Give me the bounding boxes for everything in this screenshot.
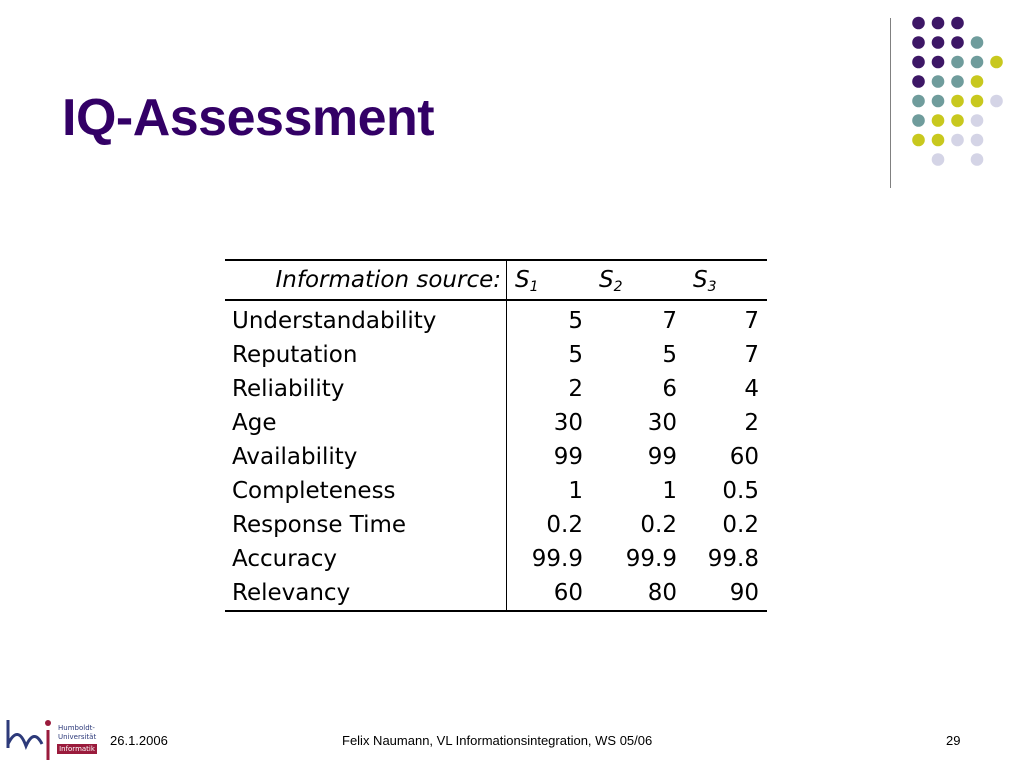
row-label: Understandability [232,308,437,334]
decorative-dot [971,114,984,127]
decorative-dot [951,114,964,127]
table-row [225,406,767,440]
decorative-dot [932,75,945,88]
cell-s2: 80 [647,580,677,606]
cell-s1: 60 [507,576,592,611]
cell-s1: 1 [507,474,592,508]
footer-author-course: Felix Naumann, VL Informationsintegration, WS 05/06 [342,733,653,748]
header-source-s1: $S_1$ [507,260,592,300]
decorative-dot [932,56,945,69]
cell-s3: 60 [729,444,759,470]
table-row [225,440,767,474]
cell-s3: 0.5 [722,478,759,504]
decorative-dot [932,153,945,166]
table-row [225,338,767,372]
cell-s1: 2 [507,372,592,406]
decorative-dot [951,36,964,49]
logo-text-line2: Universität [58,733,97,741]
decorative-dot [951,56,964,69]
table-row [225,372,767,406]
row-label: Reputation [232,342,358,368]
header-information-source: Information source: [225,260,507,300]
decorative-dot [951,17,964,30]
slide-title: IQ-Assessment [62,89,435,147]
row-label: Availability [232,444,358,470]
cell-s3: 90 [729,580,759,606]
cell-s2: 7 [662,308,677,334]
row-label: Accuracy [232,546,338,572]
cell-s1: 5 [507,300,592,338]
decorative-dot [951,95,964,108]
decorative-dot [932,114,945,127]
footer-date: 26.1.2006 [110,733,168,748]
logo-badge: Informatik [57,744,97,754]
decorative-dot [912,36,925,49]
table-header-row [225,260,767,300]
cell-s2: 99 [647,444,677,470]
hu-logo-mark-icon [4,714,56,762]
decorative-dot [932,36,945,49]
university-logo [4,714,100,762]
decorative-dot [912,134,925,147]
decorative-dot [990,95,1003,108]
iq-assessment-table [225,259,767,612]
decorative-dot [932,17,945,30]
table-row [225,508,767,542]
decorative-dot [912,17,925,30]
cell-s1: 99 [507,440,592,474]
row-label: Response Time [232,512,407,538]
decorative-dot [951,134,964,147]
decorative-dot [971,95,984,108]
decorative-dot [971,36,984,49]
cell-s3: 0.2 [722,512,759,538]
cell-s2: 99.9 [625,546,677,572]
row-label: Completeness [232,478,396,504]
cell-s3: 4 [744,376,759,402]
cell-s3: 7 [744,308,759,334]
row-label: Relevancy [232,580,351,606]
table-row [225,542,767,576]
decorative-dot [912,114,925,127]
cell-s1: 0.2 [507,508,592,542]
cell-s3: 99.8 [707,546,759,572]
decorative-dot [912,95,925,108]
decorative-dot [971,75,984,88]
decorative-dot [990,56,1003,69]
decorative-dot [932,95,945,108]
decorative-dot-grid [0,0,1024,200]
cell-s3: 7 [744,342,759,368]
decorative-dot [932,134,945,147]
cell-s2: 6 [662,376,677,402]
decorative-dot [951,75,964,88]
header-source-s3: $S_3$ [685,260,767,300]
decorative-dot [971,56,984,69]
cell-s1: 30 [507,406,592,440]
logo-text-line1: Humboldt- [58,724,95,732]
decorative-dot [912,75,925,88]
table-row [225,576,767,611]
table-row [225,300,767,338]
cell-s3: 2 [744,410,759,436]
decorative-dot [971,134,984,147]
cell-s2: 0.2 [640,512,677,538]
cell-s1: 99.9 [507,542,592,576]
cell-s2: 1 [662,478,677,504]
vertical-divider [890,18,891,188]
cell-s2: 30 [647,410,677,436]
decorative-dot [971,153,984,166]
row-label: Age [232,410,277,436]
cell-s1: 5 [507,338,592,372]
row-label: Reliability [232,376,345,402]
decorative-dot [912,56,925,69]
table-row [225,474,767,508]
header-source-s2: $S_2$ [591,260,685,300]
cell-s2: 5 [662,342,677,368]
footer-page-number: 29 [946,733,961,748]
